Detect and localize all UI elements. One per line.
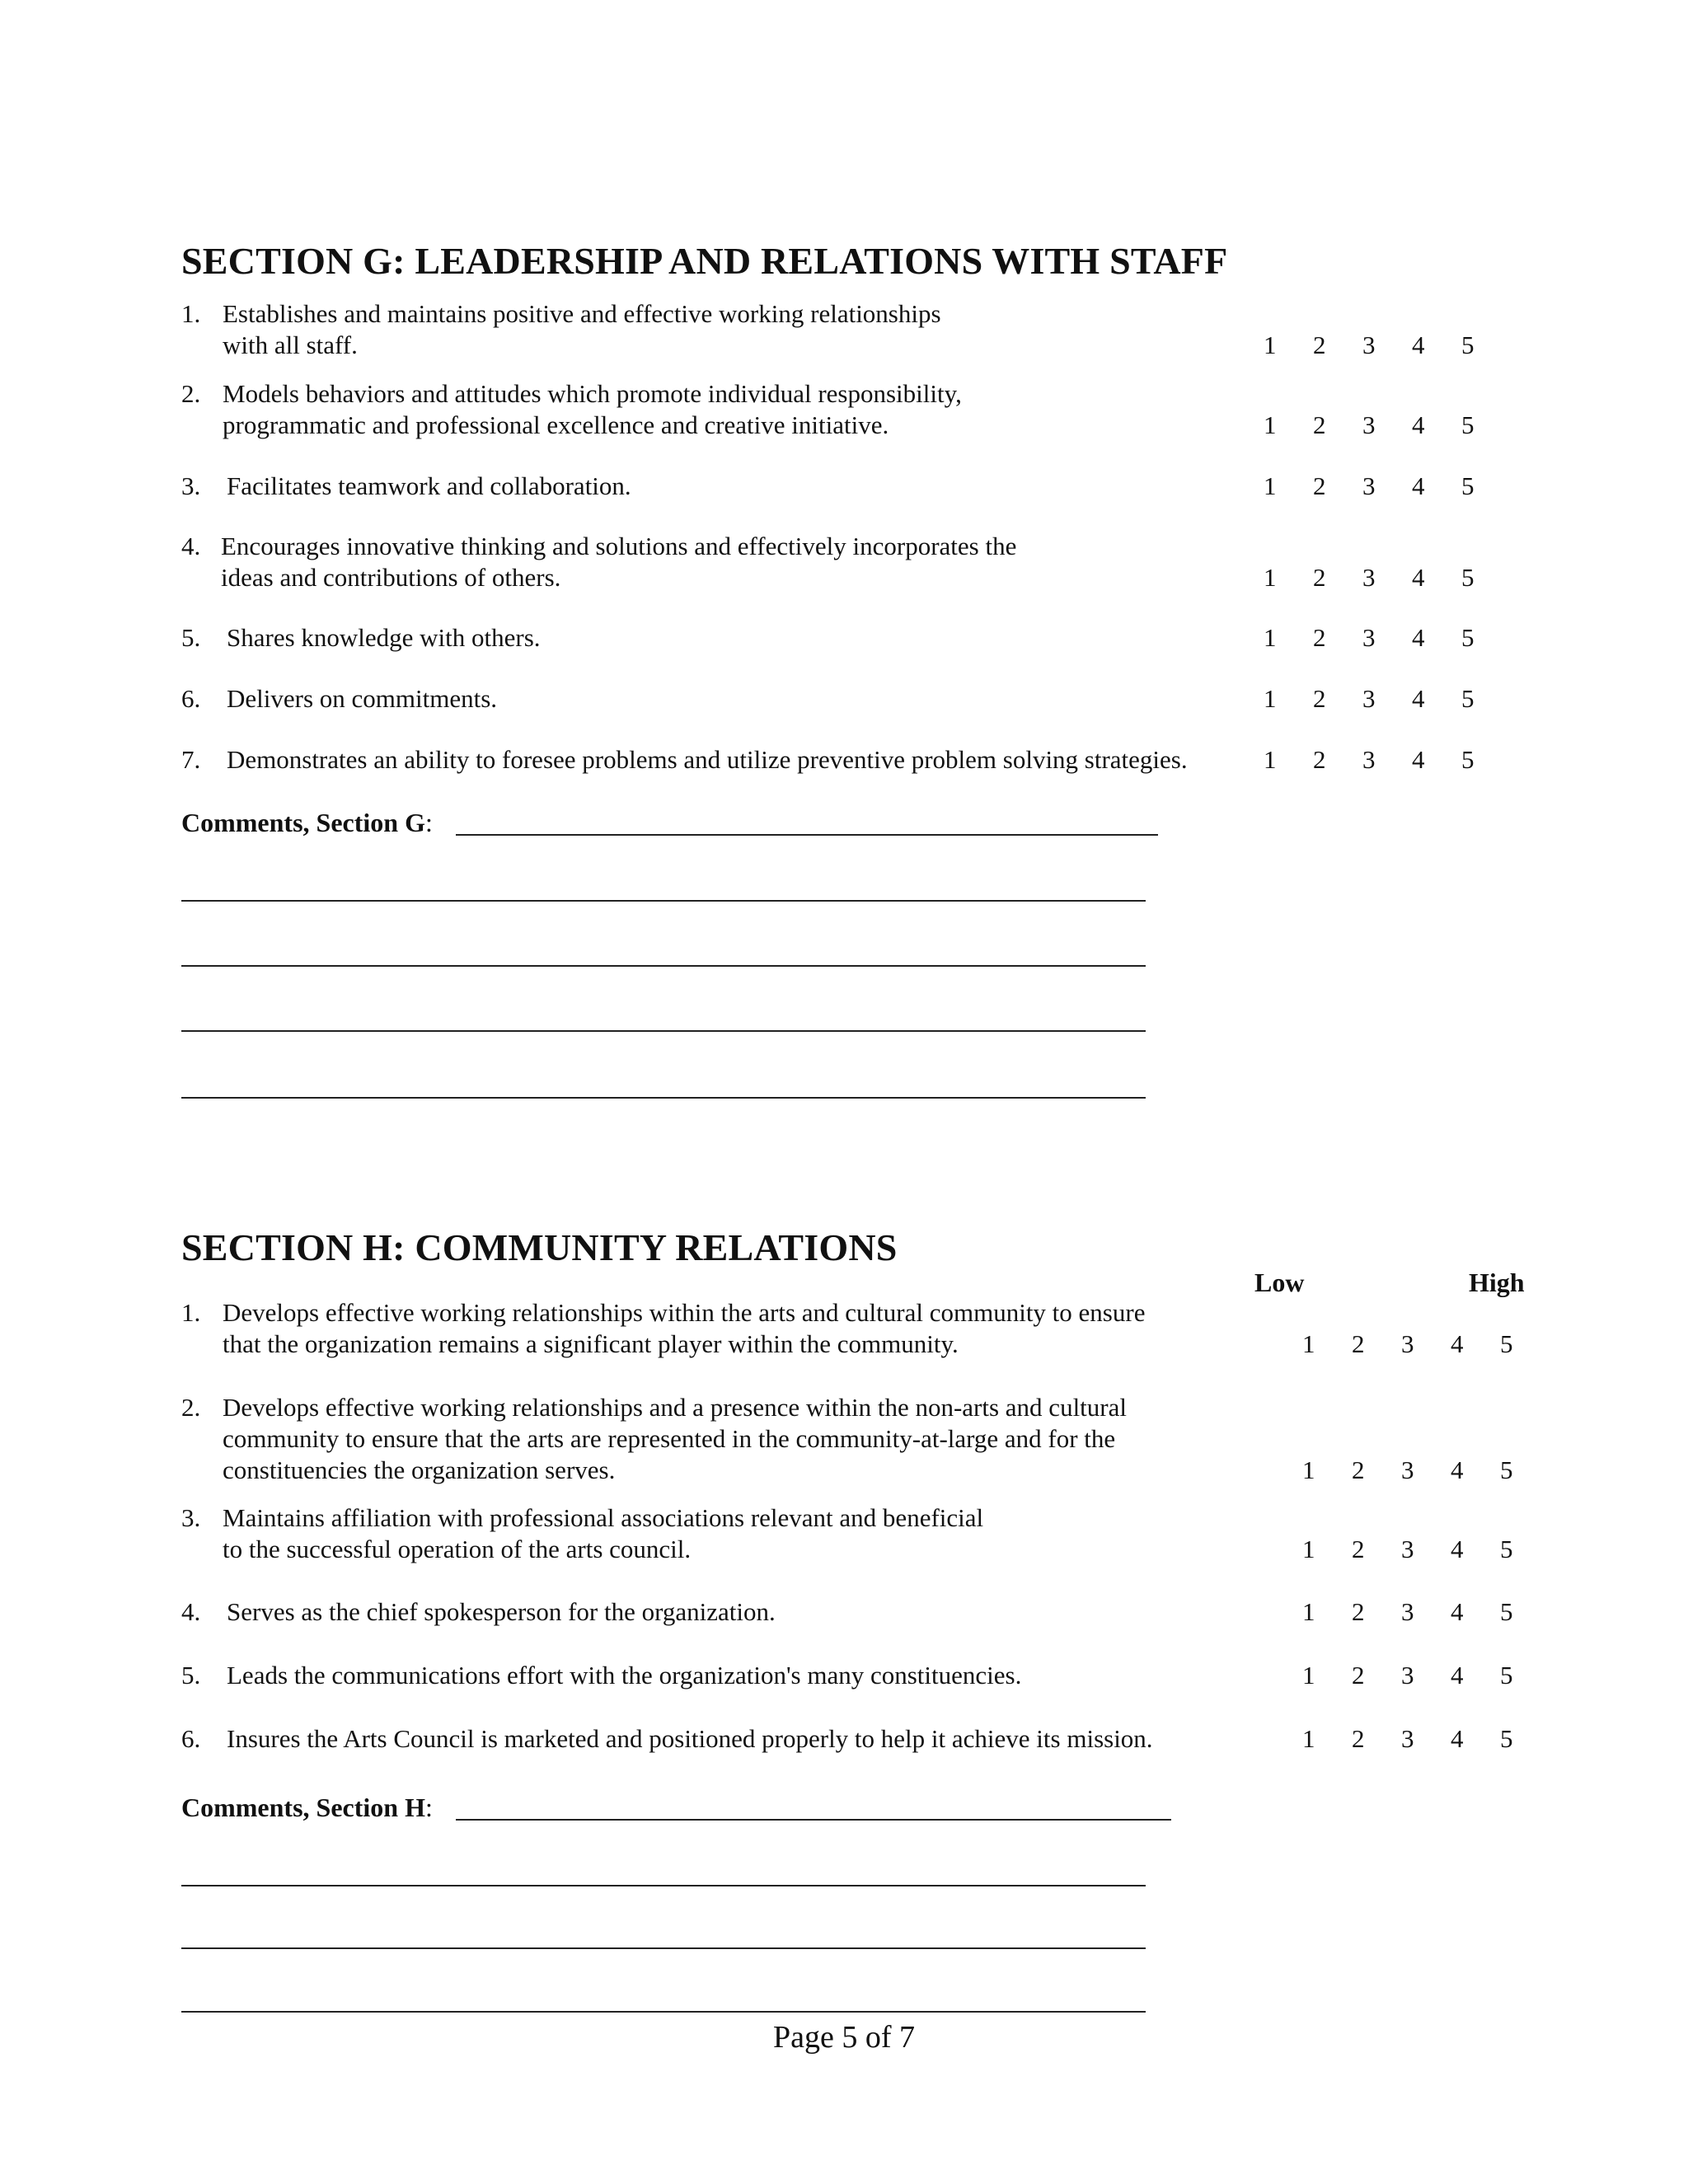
- rating-1[interactable]: 1: [1302, 1724, 1315, 1753]
- rating-scale-h-3: [1302, 1534, 1550, 1565]
- rating-4[interactable]: 4: [1412, 410, 1425, 439]
- item-text-line: Insures the Arts Council is marketed and positioned properly to help it achieve its mission.: [227, 1724, 1153, 1753]
- comments-label-text: Comments, Section G: [181, 808, 425, 837]
- item-text-line: Delivers on commitments.: [227, 684, 498, 713]
- comments-label-colon: :: [424, 808, 433, 837]
- rating-2[interactable]: 2: [1313, 745, 1326, 774]
- rating-5[interactable]: 5: [1500, 1535, 1513, 1563]
- rating-3[interactable]: 3: [1401, 1597, 1414, 1626]
- rating-2[interactable]: 2: [1352, 1724, 1365, 1753]
- rating-1[interactable]: 1: [1302, 1535, 1315, 1563]
- rating-5[interactable]: 5: [1461, 623, 1475, 652]
- item-text-line: programmatic and professional excellence and creative initiative.: [223, 410, 889, 439]
- item-text-line: constituencies the organization serves.: [223, 1455, 616, 1484]
- item-text-line: to the successful operation of the arts council.: [223, 1535, 692, 1563]
- item-text-line: Establishes and maintains positive and effective working relationships: [223, 299, 941, 328]
- rating-1[interactable]: 1: [1264, 563, 1277, 592]
- rating-2[interactable]: 2: [1352, 1329, 1365, 1358]
- rating-3[interactable]: 3: [1362, 471, 1376, 500]
- item-number: 5.: [181, 1661, 201, 1690]
- rating-2[interactable]: 2: [1352, 1535, 1365, 1563]
- comments-g-line-3[interactable]: [181, 965, 1146, 967]
- rating-scale-g-5: [1264, 622, 1511, 654]
- item-number: 1.: [181, 299, 201, 328]
- rating-2[interactable]: 2: [1313, 410, 1326, 439]
- item-text-line: Develops effective working relationships and a presence within the non-arts and cultural: [223, 1393, 1127, 1422]
- rating-scale-g-4: [1264, 562, 1511, 593]
- rating-4[interactable]: 4: [1451, 1455, 1464, 1484]
- rating-5[interactable]: 5: [1461, 745, 1475, 774]
- comments-label-text: Comments, Section H: [181, 1793, 425, 1822]
- item-text-line: Maintains affiliation with professional associations relevant and beneficial: [223, 1503, 984, 1532]
- rating-1[interactable]: 1: [1264, 684, 1277, 713]
- rating-5[interactable]: 5: [1461, 563, 1475, 592]
- rating-2[interactable]: 2: [1352, 1661, 1365, 1690]
- rating-5[interactable]: 5: [1500, 1329, 1513, 1358]
- rating-1[interactable]: 1: [1302, 1455, 1315, 1484]
- comments-h-line-2[interactable]: [181, 1885, 1146, 1886]
- rating-5[interactable]: 5: [1461, 330, 1475, 359]
- rating-3[interactable]: 3: [1362, 623, 1376, 652]
- rating-1[interactable]: 1: [1264, 623, 1277, 652]
- item-text-line: Models behaviors and attitudes which promote individual responsibility,: [223, 379, 962, 408]
- comments-g-label: [181, 808, 433, 838]
- rating-4[interactable]: 4: [1451, 1535, 1464, 1563]
- rating-4[interactable]: 4: [1412, 623, 1425, 652]
- rating-3[interactable]: 3: [1401, 1329, 1414, 1358]
- rating-2[interactable]: 2: [1313, 623, 1326, 652]
- rating-4[interactable]: 4: [1451, 1661, 1464, 1690]
- rating-scale-g-2: [1264, 410, 1511, 441]
- rating-scale-g-7: [1264, 744, 1511, 776]
- item-number: 2.: [181, 379, 201, 408]
- comments-g-line-2[interactable]: [181, 900, 1146, 902]
- item-text-line: with all staff.: [223, 330, 358, 359]
- rating-5[interactable]: 5: [1461, 471, 1475, 500]
- rating-1[interactable]: 1: [1302, 1329, 1315, 1358]
- rating-scale-h-2: [1302, 1455, 1550, 1486]
- comments-h-line-3[interactable]: [181, 1947, 1146, 1949]
- item-number: 7.: [181, 745, 201, 774]
- rating-scale-h-6: [1302, 1723, 1550, 1755]
- rating-4[interactable]: 4: [1412, 684, 1425, 713]
- rating-3[interactable]: 3: [1362, 684, 1376, 713]
- item-number: 3.: [181, 1503, 201, 1532]
- rating-1[interactable]: 1: [1302, 1661, 1315, 1690]
- rating-4[interactable]: 4: [1451, 1597, 1464, 1626]
- item-number: 2.: [181, 1393, 201, 1422]
- item-text-line: Demonstrates an ability to foresee problems and utilize preventive problem solving strategies.: [227, 745, 1188, 774]
- scale-high-label: High: [1469, 1268, 1525, 1297]
- rating-scale-h-4: [1302, 1596, 1550, 1628]
- item-text-line: that the organization remains a significant player within the community.: [223, 1329, 959, 1358]
- rating-5[interactable]: 5: [1500, 1724, 1513, 1753]
- rating-1[interactable]: 1: [1264, 471, 1277, 500]
- rating-1[interactable]: 1: [1264, 410, 1277, 439]
- rating-4[interactable]: 4: [1412, 563, 1425, 592]
- rating-5[interactable]: 5: [1500, 1661, 1513, 1690]
- rating-1[interactable]: 1: [1302, 1597, 1315, 1626]
- item-text-line: Develops effective working relationships within the arts and cultural community to ensure: [223, 1298, 1146, 1327]
- comments-g-line-5[interactable]: [181, 1097, 1146, 1099]
- rating-3[interactable]: 3: [1362, 410, 1376, 439]
- item-text-line: Leads the communications effort with the organization's many constituencies.: [227, 1661, 1022, 1690]
- rating-3[interactable]: 3: [1362, 330, 1376, 359]
- rating-scale-g-3: [1264, 471, 1511, 502]
- item-text-line: community to ensure that the arts are represented in the community-at-large and for the: [223, 1424, 1116, 1453]
- rating-4[interactable]: 4: [1451, 1329, 1464, 1358]
- rating-scale-h-1: [1302, 1329, 1550, 1360]
- rating-5[interactable]: 5: [1461, 684, 1475, 713]
- rating-3[interactable]: 3: [1401, 1724, 1414, 1753]
- item-text-line: Encourages innovative thinking and solutions and effectively incorporates the: [221, 532, 1017, 560]
- rating-2[interactable]: 2: [1313, 471, 1326, 500]
- item-text-line: Facilitates teamwork and collaboration.: [227, 471, 631, 500]
- scale-low-label: Low: [1254, 1268, 1305, 1297]
- rating-scale-g-1: [1264, 330, 1511, 361]
- rating-2[interactable]: 2: [1313, 563, 1326, 592]
- section-g-heading: SECTION G: LEADERSHIP AND RELATIONS WITH STAFF: [181, 240, 1228, 282]
- section-h-heading: SECTION H: COMMUNITY RELATIONS: [181, 1226, 898, 1268]
- item-number: 1.: [181, 1298, 201, 1327]
- item-text-line: Shares knowledge with others.: [227, 623, 541, 652]
- rating-2[interactable]: 2: [1313, 684, 1326, 713]
- comments-g-line-1[interactable]: [456, 834, 1158, 836]
- rating-1[interactable]: 1: [1264, 745, 1277, 774]
- item-number: 6.: [181, 1724, 201, 1753]
- item-number: 5.: [181, 623, 201, 652]
- rating-4[interactable]: 4: [1412, 330, 1425, 359]
- item-number: 4.: [181, 1597, 201, 1626]
- item-text-line: ideas and contributions of others.: [221, 563, 561, 592]
- rating-scale-h-5: [1302, 1660, 1550, 1691]
- item-number: 4.: [181, 532, 201, 560]
- item-text-line: Serves as the chief spokesperson for the organization.: [227, 1597, 776, 1626]
- comments-g-line-4[interactable]: [181, 1030, 1146, 1032]
- rating-3[interactable]: 3: [1362, 745, 1376, 774]
- rating-4[interactable]: 4: [1412, 745, 1425, 774]
- rating-2[interactable]: 2: [1352, 1455, 1365, 1484]
- rating-scale-g-6: [1264, 683, 1511, 715]
- rating-5[interactable]: 5: [1461, 410, 1475, 439]
- item-number: 3.: [181, 471, 201, 500]
- comments-label-colon: :: [424, 1793, 433, 1822]
- rating-3[interactable]: 3: [1401, 1535, 1414, 1563]
- rating-4[interactable]: 4: [1451, 1724, 1464, 1753]
- comments-h-line-4[interactable]: [181, 2011, 1146, 2013]
- rating-1[interactable]: 1: [1264, 330, 1277, 359]
- rating-5[interactable]: 5: [1500, 1455, 1513, 1484]
- comments-h-line-1[interactable]: [456, 1819, 1171, 1821]
- rating-2[interactable]: 2: [1352, 1597, 1365, 1626]
- rating-3[interactable]: 3: [1401, 1455, 1414, 1484]
- page-footer: Page 5 of 7: [772, 2020, 916, 2055]
- rating-4[interactable]: 4: [1412, 471, 1425, 500]
- item-number: 6.: [181, 684, 201, 713]
- rating-3[interactable]: 3: [1362, 563, 1376, 592]
- rating-2[interactable]: 2: [1313, 330, 1326, 359]
- rating-5[interactable]: 5: [1500, 1597, 1513, 1626]
- rating-3[interactable]: 3: [1401, 1661, 1414, 1690]
- comments-h-label: [181, 1793, 433, 1823]
